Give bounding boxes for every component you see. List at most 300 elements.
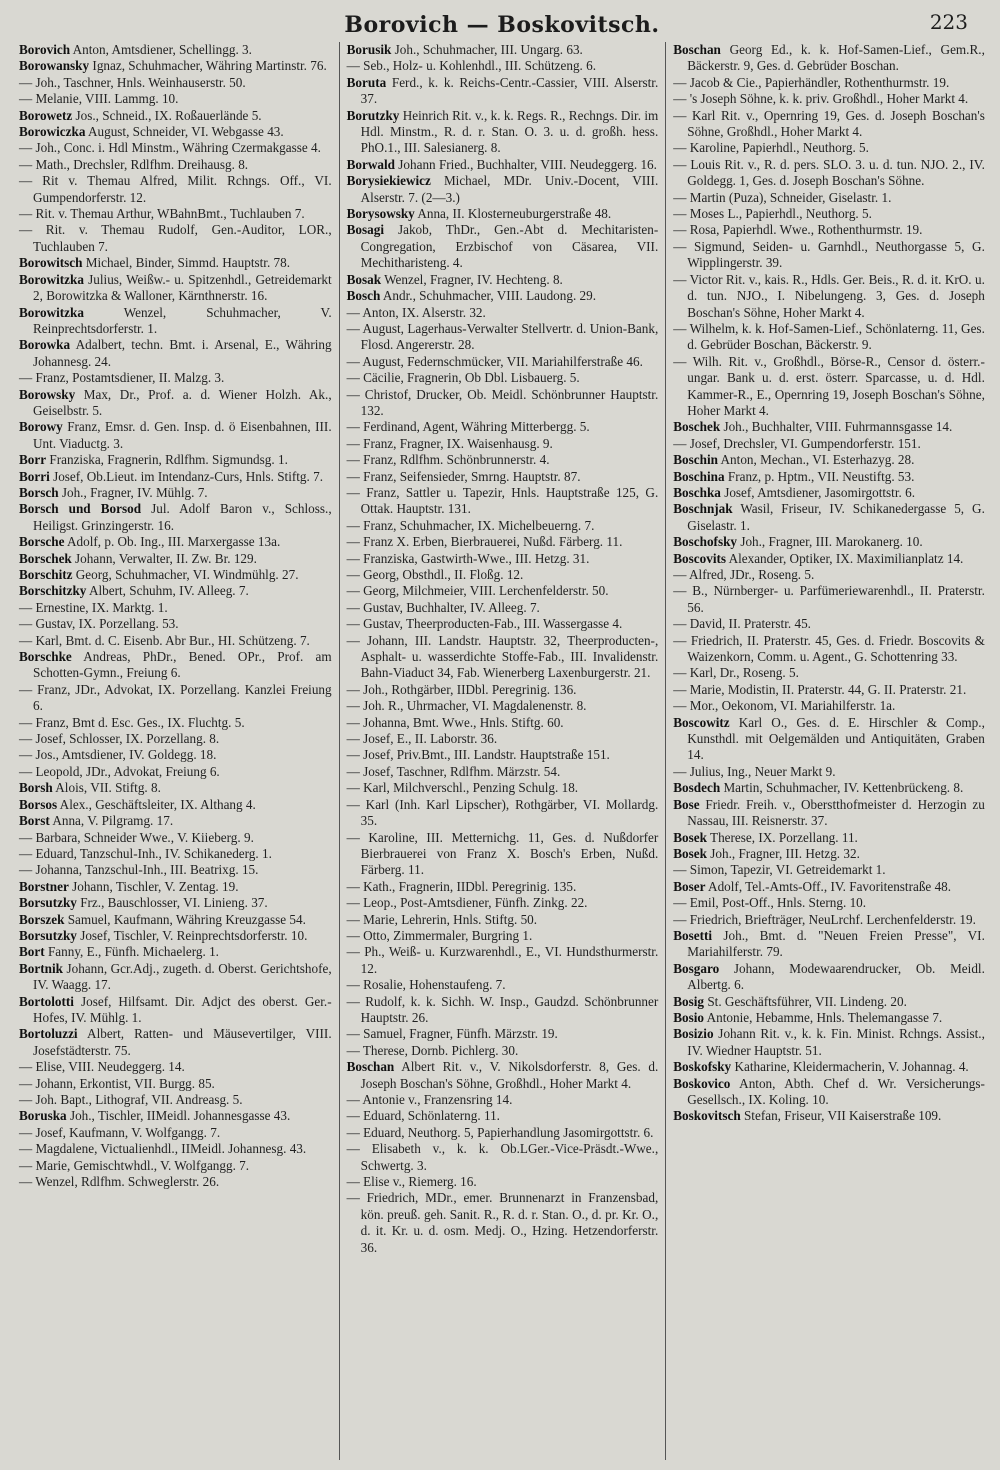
directory-entry	[673, 715, 985, 764]
entry-details: Max, Dr., Prof. a. d. Wiener Holzh. Ak., Geiselbstr. 5.	[33, 386, 332, 418]
directory-entry	[19, 1092, 332, 1108]
entry-surname: Borsche	[19, 534, 65, 550]
entry-details: — Johann, Erkontist, VII. Burgg. 85.	[19, 1075, 215, 1091]
entry-surname: Borysiekiewicz	[346, 173, 431, 189]
entry-details: Joh., Schuhmacher, III. Ungarg. 63.	[391, 42, 583, 57]
entry-details: — Victor Rit. v., kais. R., Hdls. Ger. Beis., R. d. it. KrO. u. d. tun. NJO., I. Nibelungeng. 3, Ges. d. Joseph Boschan's Söhne, Hoher Markt 4.	[673, 271, 985, 320]
entry-surname: Borsos	[19, 796, 58, 812]
directory-entry	[347, 42, 659, 58]
entry-details: — Melanie, VIII. Lammg. 10.	[19, 91, 179, 107]
entry-details: Ferd., k. k. Reichs-Centr.-Cassier, VIII. Alserstr. 37.	[360, 74, 659, 107]
directory-entry	[19, 551, 332, 567]
directory-entry	[673, 272, 985, 321]
entry-details: — Johanna, Bmt. Wwe., Hnls. Stiftg. 60.	[346, 714, 564, 730]
entry-details: Fanny, E., Fünfh. Michaelerg. 1.	[44, 944, 219, 960]
entry-details: Anton, Abth. Chef d. Wr. Versicherungs-Gesellsch., IX. Koling. 10.	[687, 1075, 985, 1107]
directory-entry	[347, 912, 659, 928]
directory-entry	[673, 108, 985, 141]
directory-entry	[673, 91, 985, 107]
entry-details: Josef, Ob.Lieut. im Intendanz-Curs, Hnls. Stiftg. 7.	[49, 468, 324, 484]
entry-surname: Borowsky	[19, 386, 76, 402]
directory-entry	[19, 108, 332, 124]
entry-surname: Boschin	[673, 452, 718, 468]
entry-surname: Boscovits	[673, 550, 726, 566]
entry-details: — Leopold, JDr., Advokat, Freiung 6.	[19, 763, 220, 779]
entry-details: — Eduard, Schönlaterng. 11.	[346, 1108, 500, 1124]
directory-entry	[19, 731, 332, 747]
directory-entry	[673, 1108, 985, 1124]
entry-details: — Karl, Bmt. d. C. Eisenb. Abr Bur., HI. Schützeng. 7.	[19, 632, 310, 648]
entry-surname: Bortoluzzi	[19, 1026, 78, 1042]
directory-entry	[347, 780, 659, 796]
entry-details: — Friedrich, Briefträger, NeuLrchf. Lerchenfelderstr. 19.	[673, 911, 976, 927]
directory-entry	[673, 1059, 985, 1075]
directory-entry	[347, 1108, 659, 1124]
entry-details: — Franz, Sattler u. Tapezir, Hnls. Hauptstraße 125, G. Ottak. Hauptstr. 131.	[346, 484, 659, 517]
entry-details: — Joh., Conc. i. Hdl Minstm., Währing Czermakgasse 4.	[19, 140, 321, 156]
directory-entry	[673, 780, 985, 796]
entry-details: — Joh., Taschner, Hnls. Weinhauserstr. 50.	[19, 74, 246, 90]
entry-details: — Elise v., Riemerg. 16.	[346, 1174, 477, 1190]
directory-entry	[19, 1026, 332, 1059]
directory-entry	[347, 994, 659, 1027]
directory-entry	[19, 370, 332, 386]
entry-details: Heinrich Rit. v., k. k. Regs. R., Rechngs. Dir. im Hdl. Minstm., R. d. r. Stan. O. 3. u. d. großh. hess. PhO.1., III. Salesianerg. 8.	[360, 107, 659, 156]
directory-entry	[347, 452, 659, 468]
entry-details: Joh., Fragner, IV. Mühlg. 7.	[58, 484, 208, 500]
directory-entry	[19, 862, 332, 878]
directory-entry	[347, 879, 659, 895]
entry-details: — Emil, Post-Off., Hnls. Sterng. 10.	[673, 895, 867, 911]
entry-details: Franz, p. Hptm., VII. Neustiftg. 53.	[724, 468, 915, 484]
entry-details: Alex., Geschäftsleiter, IX. Althang 4.	[57, 796, 256, 812]
column-right	[665, 42, 992, 1460]
directory-entry	[19, 58, 332, 74]
entry-details: — Magdalene, Victualienhdl., IIMeidl. Johannesg. 43.	[19, 1141, 307, 1157]
entry-surname: Bosetti	[673, 927, 713, 943]
entry-details: — August, Lagerhaus-Verwalter Stellvertr. d. Union-Bank, Flosd. Angererstr. 28.	[346, 320, 659, 353]
directory-entry	[19, 797, 332, 813]
entry-details: Alois, VII. Stiftg. 8.	[52, 780, 161, 796]
page-number: 223	[929, 10, 968, 34]
entry-details: Alexander, Optiker, IX. Maximilianplatz 14.	[726, 550, 964, 566]
entry-details: — Gustav, Theerproducten-Fab., III. Wassergasse 4.	[346, 616, 623, 632]
directory-entry	[19, 682, 332, 715]
directory-entry	[673, 469, 985, 485]
entry-surname: Borowansky	[19, 58, 90, 74]
entry-details: — Math., Drechsler, Rdlfhm. Dreihausg. 8.	[19, 156, 249, 172]
entry-surname: Boruta	[346, 74, 387, 90]
entry-details: — Johanna, Tanzschul-Inh., III. Beatrixg. 15.	[19, 862, 259, 878]
directory-entry	[347, 75, 659, 108]
directory-entry	[673, 485, 985, 501]
directory-entry	[347, 518, 659, 534]
entry-details: — Antonie v., Franzensring 14.	[346, 1092, 513, 1107]
entry-details: Adolf, Tel.-Amts-Off., IV. Favoritenstraße 48.	[705, 878, 952, 894]
directory-entry	[347, 551, 659, 567]
entry-details: — Franz, Bmt d. Esc. Ges., IX. Fluchtg. 5.	[19, 714, 245, 730]
entry-details: Jul. Adolf Baron v., Schloss., Heiligst. Grinzingerstr. 16.	[33, 501, 332, 533]
entry-surname: Borschitz	[19, 567, 73, 582]
directory-entry	[347, 58, 659, 74]
entry-details: — Seb., Holz- u. Kohlenhdl., III. Schützeng. 6.	[346, 58, 597, 74]
entry-surname: Bosek	[673, 845, 707, 861]
directory-entry	[19, 305, 332, 338]
directory-entry	[347, 747, 659, 763]
entry-surname: Borschke	[19, 649, 72, 665]
entry-details: — Franz, JDr., Advokat, IX. Porzellang. Kanzlei Freiung 6.	[19, 681, 332, 714]
entry-details: — Franz, Fragner, IX. Waisenhausg. 9.	[346, 435, 553, 451]
directory-entry	[19, 616, 332, 632]
entry-details: — Joh. Bapt., Lithograf, VII. Andreasg. 5.	[19, 1092, 243, 1107]
page-title: Borovich — Boskovitsch.	[344, 12, 660, 38]
entry-surname: Bortnik	[19, 960, 63, 976]
entry-details: Joh., Tischler, IIMeidl. Johannesgasse 43.	[66, 1108, 291, 1124]
directory-entry	[19, 1076, 332, 1092]
entry-surname: Boskofsky	[673, 1059, 732, 1075]
entry-details: Johann Rit. v., k. k. Fin. Minist. Rchngs. Assist., IV. Wiedner Hauptstr. 51.	[687, 1026, 985, 1058]
directory-entry	[673, 501, 985, 534]
directory-entry	[347, 419, 659, 435]
directory-entry	[673, 140, 985, 156]
entry-details: — Marie, Modistin, II. Praterstr. 44, G. II. Praterstr. 21.	[673, 681, 967, 697]
directory-entry	[347, 1092, 659, 1108]
entry-details: — Kath., Fragnerin, IIDbl. Peregrinig. 135.	[346, 878, 577, 894]
directory-entry	[347, 272, 659, 288]
entry-details: — 's Joseph Söhne, k. k. priv. Großhdl., Hoher Markt 4.	[673, 91, 969, 107]
entry-details: — Franziska, Gastwirth-Wwe., III. Hetzg. 31.	[346, 550, 590, 566]
directory-entry	[19, 387, 332, 420]
entry-details: Johann, Tischler, V. Zentag. 19.	[68, 878, 239, 894]
directory-entry	[19, 140, 332, 156]
directory-columns	[12, 42, 992, 1460]
entry-details: — Josef, Drechsler, VI. Gumpendorferstr. 151.	[673, 435, 921, 451]
entry-surname: Boscowitz	[673, 714, 730, 730]
entry-details: — Eduard, Tanzschul-Inh., IV. Schikanederg. 1.	[19, 845, 272, 861]
entry-details: — Wilh. Rit. v., Großhdl., Börse-R., Censor d. österr.-ungar. Bank u. d. erst. österr. Sparcasse, u. d. Hdl. Kammer-R., E., Opernring 19, Joseph Boschan's Söhne, Hoher Markt 4.	[673, 353, 985, 418]
entry-details: — Friedrich, II. Praterstr. 45, Ges. d. Friedr. Boscovits & Waizenkorn, Comm. u. Agent., G. Schottenring 33.	[673, 632, 985, 665]
directory-entry	[347, 1174, 659, 1190]
entry-surname: Boschofsky	[673, 534, 738, 550]
directory-entry	[673, 665, 985, 681]
entry-details: — Karl (Inh. Karl Lipscher), Rothgärber, VI. Mollardg. 35.	[346, 796, 659, 829]
directory-entry	[347, 1043, 659, 1059]
entry-details: Wenzel, Fragner, IV. Hechteng. 8.	[381, 271, 563, 287]
directory-entry	[673, 534, 985, 550]
directory-entry	[19, 747, 332, 763]
entry-details: — Rit v. Themau Alfred, Milit. Rchngs. Off., VI. Gumpendorferstr. 12.	[19, 173, 332, 205]
entry-details: Georg Ed., k. k. Hof-Samen-Lief., Gem.R., Bäckerstr. 9, Ges. d. Gebrüder Boschan.	[687, 42, 985, 74]
directory-entry	[347, 354, 659, 370]
directory-entry	[347, 173, 659, 206]
entry-details: Jos., Schneid., IX. Roßauerlände 5.	[72, 107, 262, 123]
entry-details: Andr., Schuhmacher, VIII. Laudong. 29.	[380, 288, 597, 304]
directory-entry	[19, 1141, 332, 1157]
entry-details: Samuel, Kaufmann, Währing Kreuzgasse 54.	[64, 911, 306, 927]
directory-entry	[347, 567, 659, 583]
entry-details: Franziska, Fragnerin, Rdlfhm. Sigmundsg. 1.	[46, 452, 288, 468]
entry-surname: Borysowsky	[346, 206, 415, 222]
directory-entry	[19, 222, 332, 255]
entry-details: Josef, Tischler, V. Reinprechtsdorferstr. 10.	[76, 927, 308, 943]
entry-details: — Barbara, Schneider Wwe., V. Kiieberg. 9.	[19, 829, 254, 845]
directory-entry	[347, 600, 659, 616]
entry-details: Andreas, PhDr., Bened. OPr., Prof. am Schotten-Gymn., Freiung 6.	[33, 649, 332, 681]
directory-entry	[347, 944, 659, 977]
entry-details: — Samuel, Fragner, Fünfh. Märzstr. 19.	[346, 1026, 558, 1042]
entry-surname: Borsh	[19, 780, 53, 796]
directory-entry	[19, 452, 332, 468]
entry-details: — Rit. v. Themau Arthur, WBahnBmt., Tuchlauben 7.	[19, 206, 305, 222]
entry-details: — Karl, Milchverschl., Penzing Schulg. 18.	[346, 780, 579, 796]
entry-details: Stefan, Friseur, VII Kaiserstraße 109.	[740, 1108, 942, 1124]
entry-surname: Boskovico	[673, 1075, 731, 1091]
entry-details: Joh., Fragner, III. Hetzg. 32.	[706, 845, 860, 861]
entry-details: — Mor., Oekonom, VI. Mariahilferstr. 1a.	[673, 698, 896, 714]
entry-details: — Therese, Dornb. Pichlerg. 30.	[346, 1042, 519, 1058]
entry-details: — Karl, Dr., Roseng. 5.	[673, 665, 799, 681]
entry-details: — Louis Rit. v., R. d. pers. SLO. 3. u. d. tun. NJO. 2., IV. Goldegg. 1, Ges. d. Joseph Boschan's Söhne.	[673, 156, 985, 189]
entry-surname: Borowy	[19, 419, 63, 435]
entry-details: — Wilhelm, k. k. Hof-Samen-Lief., Schönlaterng. 11, Ges. d. Gebrüder Boschan, Bäckerstr. 9.	[673, 320, 985, 353]
entry-details: Adalbert, techn. Bmt. i. Arsenal, E., Währing Johannesg. 24.	[33, 337, 332, 369]
directory-entry	[673, 879, 985, 895]
entry-surname: Borowka	[19, 337, 71, 353]
directory-entry	[673, 567, 985, 583]
entry-details: — Elise, VIII. Neudeggerg. 14.	[19, 1059, 185, 1075]
directory-entry	[347, 222, 659, 271]
directory-entry	[673, 551, 985, 567]
entry-details: — Ph., Weiß- u. Kurzwarenhdl., E., VI. Hundsthurmerstr. 12.	[346, 944, 659, 976]
directory-entry	[673, 895, 985, 911]
entry-surname: Boschek	[673, 419, 721, 435]
directory-entry	[673, 830, 985, 846]
directory-entry	[19, 600, 332, 616]
directory-entry	[673, 436, 985, 452]
entry-details: Franz, Emsr. d. Gen. Insp. d. ö Eisenbahnen, III. Unt. Viaductg. 3.	[33, 419, 332, 451]
entry-details: — Wenzel, Rdlfhm. Schweglerstr. 26.	[19, 1174, 220, 1190]
directory-entry	[673, 633, 985, 666]
directory-entry	[19, 1125, 332, 1141]
entry-details: — Franz, Seifensieder, Smrng. Hauptstr. 87.	[346, 468, 581, 484]
entry-details: St. Geschäftsführer, VII. Lindeng. 20.	[704, 993, 907, 1009]
entry-surname: Bort	[19, 944, 45, 960]
directory-entry	[347, 469, 659, 485]
directory-entry	[19, 75, 332, 91]
entry-details: Joh., Bmt. d. "Neuen Freien Presse", VI. Mariahilferstr. 79.	[687, 927, 985, 960]
entry-details: — Otto, Zimmermaler, Burgring 1.	[346, 927, 533, 943]
directory-entry	[673, 42, 985, 75]
entry-details: Johann, Verwalter, II. Zw. Br. 129.	[71, 550, 257, 566]
directory-entry	[19, 485, 332, 501]
entry-details: — Cäcilie, Fragnerin, Ob Dbl. Lisbauerg. 5.	[346, 370, 580, 386]
column-left	[12, 42, 339, 1460]
directory-entry	[19, 1108, 332, 1124]
entry-surname: Borsutzky	[19, 927, 77, 943]
directory-entry	[673, 764, 985, 780]
entry-details: — Rosalie, Hohenstaufeng. 7.	[346, 977, 506, 993]
entry-details: Albert, Ratten- und Mäusevertilger, VIII. Josefstädterstr. 75.	[33, 1026, 332, 1058]
entry-details: Joh., Buchhalter, VIII. Fuhrmannsgasse 14.	[720, 419, 953, 435]
directory-entry	[19, 534, 332, 550]
entry-details: Georg, Schuhmacher, VI. Windmühlg. 27.	[72, 567, 299, 582]
entry-details: — Marie, Lehrerin, Hnls. Stiftg. 50.	[346, 911, 538, 927]
entry-surname: Borsch und Borsod	[19, 501, 142, 517]
directory-entry	[347, 305, 659, 321]
directory-entry	[19, 633, 332, 649]
directory-entry	[19, 994, 332, 1027]
directory-entry	[673, 157, 985, 190]
entry-details: — Karl Rit. v., Opernring 19, Ges. d. Joseph Boschan's Söhne, Großhdl., Hoher Markt 4.	[673, 107, 985, 140]
entry-details: — Franz X. Erben, Bierbrauerei, Nußd. Färberg. 11.	[346, 534, 623, 550]
entry-details: Johann, Gcr.Adj., zugeth. d. Oberst. Gerichtshofe, IV. Waagg. 17.	[33, 960, 332, 993]
entry-surname: Borschitzky	[19, 583, 87, 599]
entry-surname: Bosek	[673, 829, 707, 845]
directory-entry	[347, 928, 659, 944]
entry-details: Friedr. Freih. v., Oberstthofmeister d. Herzogin zu Nassau, III. Reisnerstr. 37.	[687, 796, 985, 829]
entry-details: Frz., Bauschlosser, VI. Linieng. 37.	[76, 895, 268, 911]
directory-entry	[19, 879, 332, 895]
directory-entry	[673, 846, 985, 862]
entry-details: Josef, Amtsdiener, Jasomirgottstr. 6.	[720, 484, 915, 500]
entry-surname: Bosdech	[673, 780, 721, 796]
entry-details: Wasil, Friseur, IV. Schikanedergasse 5, G. Giselastr. 1.	[687, 501, 985, 533]
entry-surname: Borowiczka	[19, 124, 86, 140]
directory-entry	[19, 928, 332, 944]
entry-surname: Boschan	[346, 1059, 395, 1075]
entry-details: — B., Nürnberger- u. Parfümeriewarenhdl., II. Praterstr. 56.	[673, 583, 985, 615]
entry-surname: Bosagi	[346, 222, 384, 238]
entry-details: Albert, Schuhm, IV. Alleeg. 7.	[86, 583, 249, 599]
entry-details: — Friedrich, MDr., emer. Brunnenarzt in Franzensbad, kön. preuß. geh. Sanit. R., R. d. r. Stan. O., d. pr. Kr. O., d. it. Kr. u. d. osm. Medj. O., Hzing. Hetzendorferstr. 36.	[346, 1190, 659, 1255]
entry-details: — Gustav, IX. Porzellang. 53.	[19, 616, 179, 632]
directory-entry	[673, 206, 985, 222]
directory-entry	[19, 583, 332, 599]
directory-entry	[19, 469, 332, 485]
directory-entry	[19, 764, 332, 780]
directory-entry	[347, 1125, 659, 1141]
entry-details: — Georg, Obsthdl., II. Floßg. 12.	[346, 567, 524, 582]
directory-entry	[673, 912, 985, 928]
directory-entry	[347, 977, 659, 993]
entry-details: — David, II. Praterstr. 45.	[673, 616, 811, 632]
entry-surname: Boschina	[673, 468, 725, 484]
directory-entry	[347, 764, 659, 780]
directory-entry	[673, 354, 985, 420]
entry-surname: Borovich	[19, 42, 71, 57]
directory-entry	[19, 337, 332, 370]
page-header	[12, 6, 992, 46]
entry-details: — Alfred, JDr., Roseng. 5.	[673, 567, 815, 582]
directory-entry	[19, 124, 332, 140]
entry-details: Therese, IX. Porzellang. 11.	[706, 829, 858, 845]
entry-surname: Boschnjak	[673, 501, 733, 517]
directory-entry	[673, 190, 985, 206]
entry-surname: Boruska	[19, 1108, 67, 1124]
entry-details: — Johann, III. Landstr. Hauptstr. 32, Theerproducten-, Asphalt- u. wasserdichte Stoffe-Fab., III. Invalidenstr. Bahn-Viaduct 34, Fab. Wienerberg Laxenburgerstr. 21.	[346, 632, 659, 681]
directory-entry	[673, 616, 985, 632]
entry-surname: Borsch	[19, 484, 59, 500]
directory-entry	[673, 994, 985, 1010]
directory-entry	[19, 255, 332, 271]
directory-entry	[19, 961, 332, 994]
directory-entry	[673, 222, 985, 238]
entry-surname: Borsutzky	[19, 895, 77, 911]
directory-entry	[673, 239, 985, 272]
directory-entry	[673, 583, 985, 616]
directory-entry	[673, 75, 985, 91]
entry-details: Anton, Mechan., VI. Esterhazyg. 28.	[717, 452, 915, 468]
entry-details: — Josef, Kaufmann, V. Wolfgangg. 7.	[19, 1124, 221, 1140]
directory-entry	[19, 846, 332, 862]
entry-details: Ignaz, Schuhmacher, Währing Martinstr. 76.	[89, 58, 327, 74]
entry-details: — Franz, Rdlfhm. Schönbrunnerstr. 4.	[346, 452, 550, 468]
entry-details: — Jos., Amtsdiener, IV. Goldegg. 18.	[19, 747, 217, 763]
entry-surname: Bosizio	[673, 1026, 714, 1042]
directory-entry	[347, 616, 659, 632]
directory-entry	[673, 961, 985, 994]
entry-surname: Borszek	[19, 911, 65, 927]
entry-details: — Rudolf, k. k. Sichh. W. Insp., Gaudzd. Schönbrunner Hauptstr. 26.	[346, 993, 659, 1025]
directory-entry	[673, 862, 985, 878]
entry-details: Karl O., Ges. d. E. Hirschler & Comp., Kunsthdl. mit Oelgemälden und Antiquitäten, Graben 14.	[687, 714, 985, 763]
entry-details: — Joh. R., Uhrmacher, VI. Magdalenenstr. 8.	[346, 698, 587, 714]
entry-surname: Bose	[673, 796, 700, 812]
directory-entry	[347, 797, 659, 830]
directory-entry	[673, 928, 985, 961]
entry-surname: Bosch	[346, 288, 381, 304]
entry-details: — Josef, Priv.Bmt., III. Landstr. Hauptstraße 151.	[346, 747, 610, 763]
directory-entry	[19, 419, 332, 452]
entry-details: — Christof, Drucker, Ob. Meidl. Schönbrunner Hauptstr. 132.	[346, 386, 659, 418]
entry-details: — Josef, E., II. Laborstr. 36.	[346, 731, 498, 747]
directory-entry	[19, 1059, 332, 1075]
directory-entry	[19, 944, 332, 960]
entry-details: Albert Rit. v., V. Nikolsdorferstr. 8, Ges. d. Joseph Boschan's Söhne, Großhdl., Hoher Markt 4.	[360, 1059, 659, 1091]
entry-details: — Ferdinand, Agent, Währing Mitterbergg. 5.	[346, 419, 590, 435]
entry-details: — Jacob & Cie., Papierhändler, Rothenthurmstr. 19.	[673, 74, 950, 90]
entry-details: — Franz, Postamtsdiener, II. Malzg. 3.	[19, 370, 225, 386]
entry-details: Antonie, Hebamme, Hnls. Thelemangasse 7.	[704, 1009, 943, 1025]
entry-surname: Borst	[19, 813, 50, 829]
entry-details: — Josef, Schlosser, IX. Porzellang. 8.	[19, 731, 220, 747]
entry-surname: Boschan	[673, 42, 721, 57]
entry-details: — Rit. v. Themau Rudolf, Gen.-Auditor, LOR., Tuchlauben 7.	[19, 222, 332, 254]
entry-details: — Julius, Ing., Neuer Markt 9.	[673, 763, 836, 779]
entry-details: — Ernestine, IX. Marktg. 1.	[19, 599, 168, 615]
directory-entry	[347, 321, 659, 354]
entry-surname: Borutzky	[346, 107, 400, 123]
entry-surname: Borowetz	[19, 107, 73, 123]
directory-entry	[347, 534, 659, 550]
directory-entry	[673, 419, 985, 435]
entry-details: — Moses L., Papierhdl., Neuthorg. 5.	[673, 206, 872, 222]
entry-details: Anna, V. Pilgramg. 17.	[49, 813, 174, 829]
entry-surname: Borowitzka	[19, 304, 84, 320]
directory-entry	[19, 1158, 332, 1174]
entry-surname: Borusik	[346, 42, 392, 57]
entry-surname: Boschka	[673, 484, 721, 500]
directory-entry	[19, 830, 332, 846]
entry-details: Jakob, ThDr., Gen.-Abt d. Mechitaristen-Congregation, Erzbischof von Cäsarea, VII. Mechitharisteng. 4.	[360, 222, 659, 271]
entry-details: — Martin (Puza), Schneider, Giselastr. 1.	[673, 189, 892, 205]
directory-entry	[347, 1141, 659, 1174]
directory-entry	[19, 912, 332, 928]
entry-details: August, Schneider, VI. Webgasse 43.	[85, 124, 284, 140]
entry-details: — Leop., Post-Amtsdiener, Fünfh. Zinkg. 22.	[346, 895, 588, 911]
directory-entry	[347, 1190, 659, 1256]
directory-entry	[347, 682, 659, 698]
